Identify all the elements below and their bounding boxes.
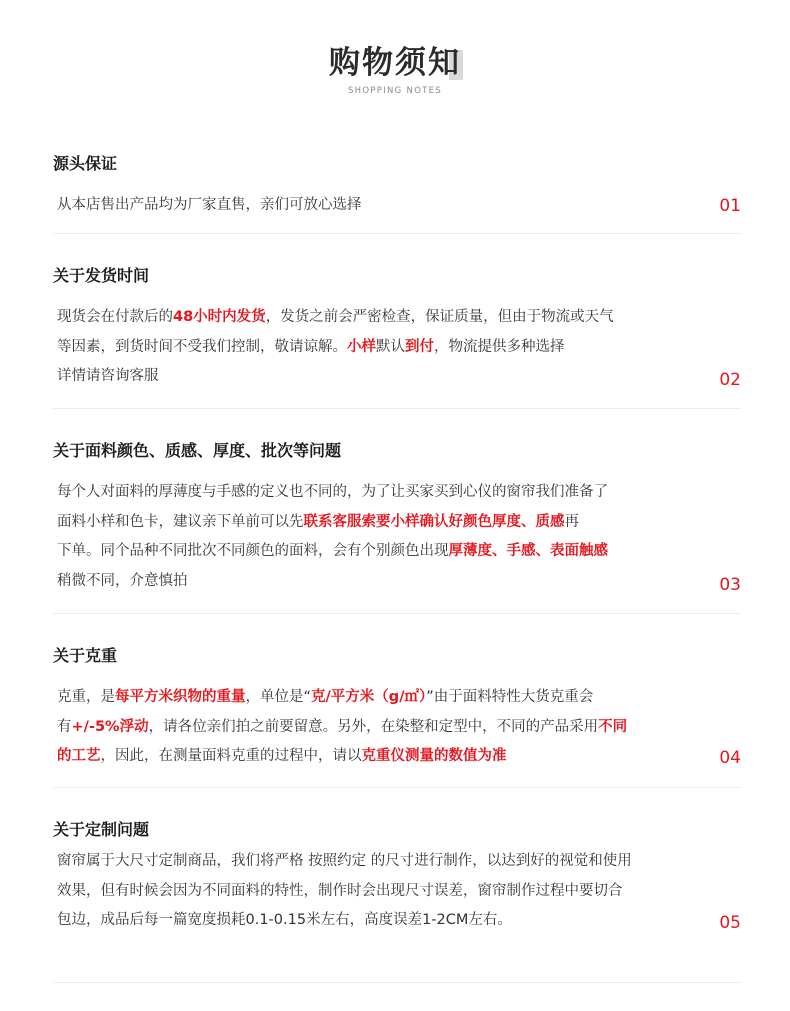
body-line [57,683,697,713]
body-text: 现货会在付款后的 [57,309,173,325]
body-line [57,906,697,936]
body-text: 默认 [376,338,405,355]
highlight-text: 到付 [405,338,434,355]
highlight-text: +/-5%浮动 [71,718,149,735]
page-header [0,40,790,96]
body-line [57,713,697,743]
body-text: ，因此，在测量面料克重的过程中，请以 [100,748,362,764]
body-line [57,847,697,877]
divider [53,787,741,788]
section-title: 关于克重 [53,646,118,665]
section-number: 03 [719,575,741,595]
section-fabric-quality [53,440,741,600]
body-text: 窗帘属于大尺寸定制商品，我们将严格 按照约定 的尺寸进行制作，以达到好的视觉和使用 [57,853,632,869]
body-text: 详情请咨询客服 [57,368,159,384]
body-text: 从本店售出产品均为厂家直售，亲们可放心选择 [57,197,362,213]
section-title: 关于定制问题 [53,820,150,839]
body-text: 再 [564,513,579,530]
body-line [57,877,697,907]
body-line [57,333,697,363]
body-text: ”由于面料特性大货克重会 [426,689,594,705]
highlight-text: 不同 [598,718,628,735]
body-text: ，发货之前会严密检查，保证质量，但由于物流或天气 [265,309,614,325]
section-body [57,478,697,596]
body-line [57,362,697,392]
body-text: 包边，成品后每一篇宽度损耗0.1-0.15米左右，高度误差1-2CM左右。 [57,912,512,928]
highlight-text: 联系客服索要小样确认好颜色厚度、质感 [303,513,565,530]
page-subtitle: SHOPPING NOTES [347,86,443,96]
section-title: 关于发货时间 [53,266,150,285]
highlight-text: 厚薄度、手感、表面触感 [448,543,608,559]
section-customization [53,819,741,949]
body-text: ，物流提供多种选择 [434,338,565,355]
section-source-guarantee [53,153,741,216]
body-line [57,478,697,508]
divider [53,408,741,409]
body-line [57,567,697,597]
body-text: 面料小样和色卡，建议亲下单前可以先 [57,513,304,530]
page-title: 购物须知 [329,45,461,81]
divider [53,233,741,234]
body-text: 下单。同个品种不同批次不同颜色的面料，会有个别颜色出现 [57,543,449,559]
section-title: 关于面料颜色、质感、厚度、批次等问题 [53,441,342,460]
section-number: 02 [719,370,741,390]
body-text: 克重，是 [57,689,115,705]
highlight-text: 小样 [347,338,376,355]
body-line [57,191,697,221]
section-body [57,303,697,392]
highlight-text: 克/平方米（g/㎡） [311,689,427,705]
highlight-text: 克重仪测量的数值为准 [361,748,507,764]
body-text: 等因素，到货时间不受我们控制，敬请谅解。 [57,338,347,355]
body-text: 效果，但有时候会因为不同面料的特性，制作时会出现尺寸误差，窗帘制作过程中要切合 [57,882,623,899]
body-line [57,537,697,567]
section-shipping-time [53,265,741,395]
body-line [57,742,697,772]
body-text: ，单位是“ [245,689,312,705]
highlight-text: 的工艺 [57,748,101,764]
body-text: ，请各位亲们拍之前要留意。另外，在染整和定型中，不同的产品采用 [148,718,599,735]
section-fabric-weight [53,645,741,780]
section-number: 01 [719,196,741,216]
body-text: 有 [57,718,72,735]
section-body [57,191,697,221]
divider [53,613,741,614]
section-body [57,847,697,936]
body-line [57,508,697,538]
divider [53,982,741,983]
body-line [57,303,697,333]
body-text: 稍微不同，介意慎拍 [57,572,188,589]
highlight-text: 每平方米织物的重量 [115,689,246,705]
section-title: 源头保证 [53,154,118,173]
highlight-text: 48小时内发货 [173,309,266,325]
section-number: 04 [719,748,741,768]
section-number: 05 [719,913,741,933]
body-text: 每个人对面料的厚薄度与手感的定义也不同的，为了让买家买到心仪的窗帘我们准备了 [57,484,608,500]
section-body [57,683,697,772]
title-wrap [329,40,461,86]
